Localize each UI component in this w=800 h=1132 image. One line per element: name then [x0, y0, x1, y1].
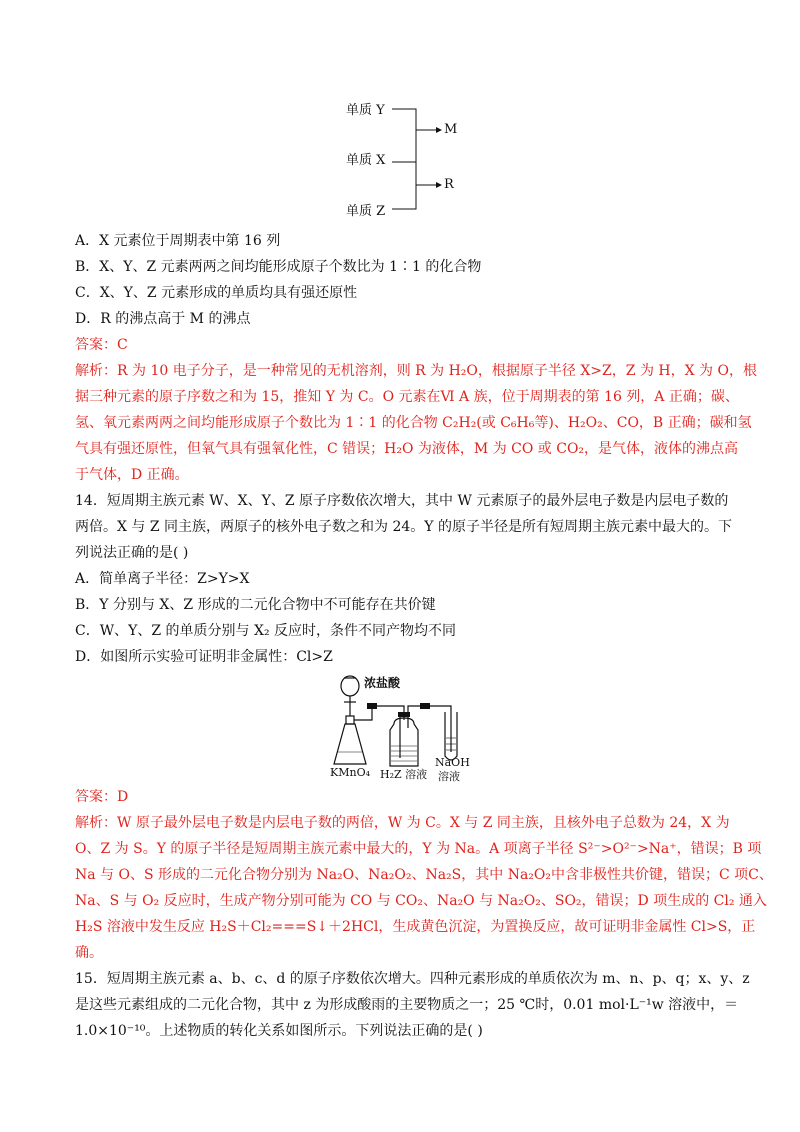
q14-answer: 答案：D: [75, 789, 129, 805]
stopper-joint-1: [367, 703, 377, 709]
q13-option-a: A．X 元素位于周期表中第 16 列: [75, 233, 281, 249]
arrow-to-r: [436, 182, 442, 188]
label-concentrated-hcl: 浓盐酸: [364, 676, 401, 690]
label-product-m: M: [444, 122, 458, 137]
label-kmno4: KMnO₄: [330, 766, 370, 779]
q13-option-d: D．R 的沸点高于 M 的沸点: [75, 311, 251, 327]
q14-stem-line-2: 两倍。X 与 Z 同主族，两原子的核外电子数之和为 24。Y 的原子半径是所有短周期主族元素中最大的。下: [75, 519, 732, 535]
q13-option-b: B．X、Y、Z 元素两两之间均能形成原子个数比为 1∶1 的化合物: [75, 259, 482, 275]
label-h2z-solution: H₂Z 溶液: [380, 768, 428, 781]
q14-analysis-line-3: Na 与 O、S 形成的二元化合物分别为 Na₂O、Na₂O₂、Na₂S，其中 Na₂O₂中含非极性共价键，错误；C 项C、: [75, 867, 773, 883]
q15-stem-line-2: 是这些元素组成的二元化合物，其中 z 为形成酸雨的主要物质之一；25 ℃时，0.01 mol·L⁻¹w 溶液中，＝: [75, 997, 739, 1013]
q13-analysis-line-2: 据三种元素的原子序数之和为 15，推知 Y 为 C。O 元素在Ⅵ A 族，位于周期表的第 16 列，A 正确；碳、: [75, 389, 739, 405]
label-naoh: NaOH: [435, 756, 470, 769]
bottle-stopper: [398, 712, 410, 717]
q15-stem-line-1: 15．短周期主族元素 a、b、c、d 的原子序数依次增大。四种元素形成的单质依次为 m、n、p、q；x、y、z: [75, 971, 750, 987]
label-element-x: 单质 X: [346, 153, 386, 168]
q14-stem-line-1: 14．短周期主族元素 W、X、Y、Z 原子序数依次增大，其中 W 元素原子的最外层电子数是内层电子数的: [75, 493, 729, 509]
q14-option-b: B．Y 分别与 X、Z 形成的二元化合物中不可能存在共价键: [75, 597, 436, 613]
q13-answer: 答案：C: [75, 337, 128, 353]
q14-analysis-line-6: 确。: [75, 945, 103, 961]
q13-analysis-line-1: 解析：R 为 10 电子分子，是一种常见的无机溶剂，则 R 为 H₂O，根据原子半径 X>Z，Z 为 H，X 为 O，根: [75, 363, 757, 379]
q13-option-c: C．X、Y、Z 元素形成的单质均具有强还原性: [75, 285, 358, 301]
label-naoh-solution: 溶液: [438, 770, 460, 783]
stopper-joint-2: [420, 703, 430, 709]
label-element-z: 单质 Z: [346, 204, 386, 219]
label-product-r: R: [444, 177, 454, 192]
label-element-y: 单质 Y: [346, 103, 385, 118]
q14-analysis-line-1: 解析：W 原子最外层电子数是内层电子数的两倍，W 为 C。X 与 Z 同主族，且核外电子总数为 24，X 为: [75, 815, 730, 831]
q13-analysis-line-4: 气具有强还原性，但氧气具有强氧化性，C 错误；H₂O 为液体，M 为 CO 或 CO₂，是气体，液体的沸点高: [75, 441, 739, 457]
q13-analysis-line-5: 于气体，D 正确。: [75, 467, 189, 483]
reaction-diagram: [340, 96, 480, 218]
reaction-lines: [340, 96, 480, 218]
q14-analysis-line-4: Na、S 与 O₂ 反应时，生成产物分别可能为 CO 与 CO₂、Na₂O 与 Na₂O₂、SO₂，错误；D 项生成的 Cl₂ 通入: [75, 893, 767, 909]
q13-analysis-line-3: 氢、氧元素两两之间均能形成原子个数比为 1∶1 的化合物 C₂H₂(或 C₆H₆等)、H₂O₂、CO，B 正确；碳和氢: [75, 415, 752, 431]
q14-option-a: A．简单离子半径：Z>Y>X: [75, 571, 250, 587]
q14-option-c: C．W、Y、Z 的单质分别与 X₂ 反应时，条件不同产物均不同: [75, 623, 456, 639]
arrow-to-m: [436, 127, 442, 133]
q14-analysis-line-5: H₂S 溶液中发生反应 H₂S＋Cl₂===S↓＋2HCl，生成黄色沉淀，为置换反应，故可证明非金属性 Cl>S，正: [75, 919, 756, 935]
apparatus-figure: [330, 672, 480, 783]
q14-option-d: D．如图所示实验可证明非金属性：Cl>Z: [75, 649, 333, 665]
q14-stem-line-3: 列说法正确的是( ): [75, 545, 189, 561]
q15-stem-line-3: 1.0×10⁻¹⁰。上述物质的转化关系如图所示。下列说法正确的是( ): [75, 1023, 483, 1039]
q14-analysis-line-2: O、Z 为 S。Y 的原子半径是短周期主族元素中最大的，Y 为 Na。A 项离子半径 S²⁻>O²⁻>Na⁺，错误；B 项: [75, 841, 762, 857]
